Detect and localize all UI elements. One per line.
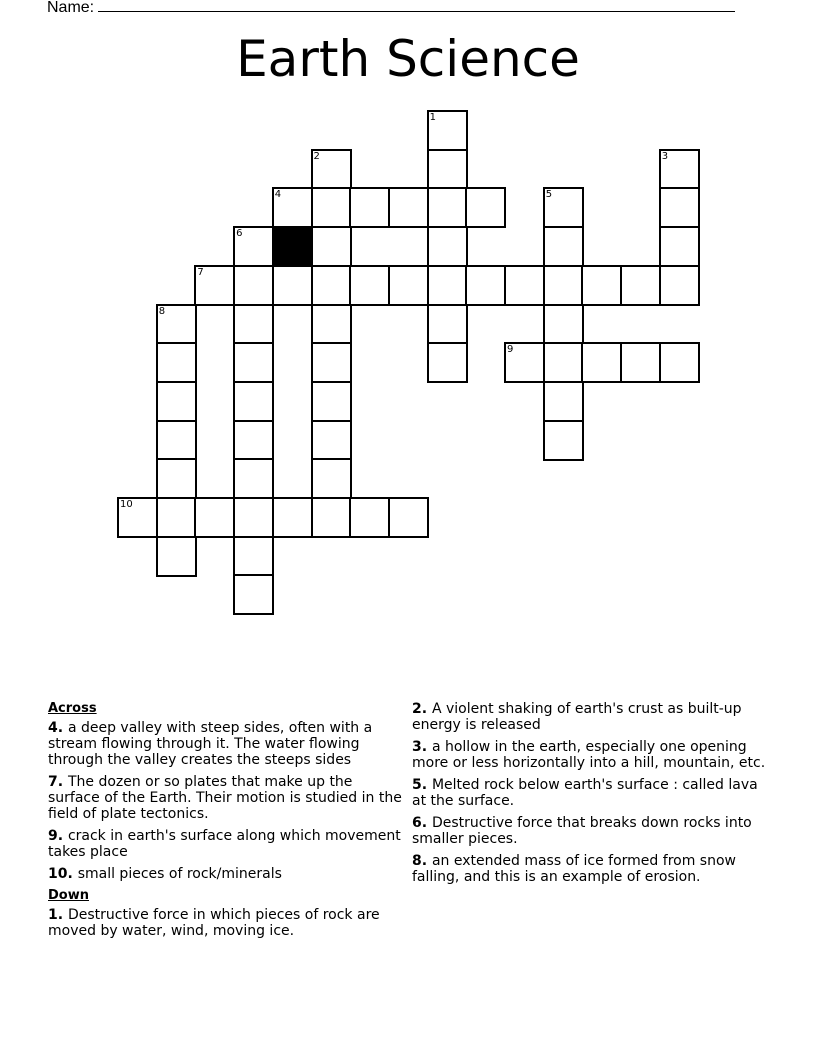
crossword-cell[interactable] — [233, 420, 274, 461]
crossword-cell[interactable] — [233, 458, 274, 499]
clues-column-right — [412, 701, 772, 891]
crossword-cell[interactable] — [194, 265, 235, 306]
crossword-cell[interactable] — [233, 342, 274, 383]
crossword-cell[interactable] — [504, 265, 545, 306]
crossword-cell[interactable] — [156, 342, 197, 383]
crossword-cell[interactable] — [311, 381, 352, 422]
clue-across-4: 4. a deep valley with steep sides, often with a stream flowing through it. The water flowing through the valley creates the steeps sides — [48, 720, 373, 768]
clue-down-5: 5. Melted rock below earth's surface : called lava at the surface. — [412, 777, 758, 809]
down-heading: Down — [48, 888, 89, 903]
crossword-cell[interactable] — [156, 458, 197, 499]
clue-across-7: 7. The dozen or so plates that make up the surface of the Earth. Their motion is studied in the field of plate tectonics. — [48, 774, 402, 822]
crossword-cell[interactable] — [427, 226, 468, 267]
crossword-cell[interactable] — [659, 342, 700, 383]
crossword-cell[interactable] — [427, 187, 468, 228]
crossword-cell[interactable] — [156, 304, 197, 345]
clue-number: 6 — [236, 228, 243, 240]
clue-down-8: 8. an extended mass of ice formed from snow falling, and this is an example of erosion. — [412, 853, 736, 885]
clue-number: 1 — [429, 112, 436, 123]
crossword-cell[interactable] — [427, 304, 468, 345]
clue-number: 7 — [197, 266, 204, 278]
clue-down-3: 3. a hollow in the earth, especially one opening more or less horizontally into a hill, mountain, etc. — [412, 739, 766, 771]
crossword-cell[interactable] — [233, 381, 274, 422]
crossword-cell[interactable] — [117, 497, 158, 538]
crossword-cell[interactable] — [233, 265, 274, 306]
clue-number: 4 — [274, 189, 282, 201]
crossword-cell[interactable] — [311, 265, 352, 306]
clue-across-10: 10. small pieces of rock/minerals — [48, 866, 282, 882]
name-label: Name: — [47, 0, 95, 16]
crossword-cell[interactable] — [620, 342, 661, 383]
crossword-cell[interactable] — [349, 265, 390, 306]
crossword-cell[interactable] — [349, 497, 390, 538]
crossword-cell[interactable] — [311, 497, 352, 538]
crossword-cell[interactable] — [465, 265, 506, 306]
clue-number: 8 — [158, 305, 166, 317]
crossword-cell[interactable] — [388, 187, 429, 228]
crossword-cell[interactable] — [311, 149, 352, 190]
crossword-cell[interactable] — [272, 497, 313, 538]
clue-number: 9 — [507, 344, 514, 356]
crossword-cell[interactable] — [659, 187, 700, 228]
crossword-cell[interactable] — [272, 187, 313, 228]
clue-down-2: 2. A violent shaking of earth's crust as built-up energy is released — [412, 701, 742, 733]
crossword-cell[interactable] — [233, 536, 274, 577]
crossword-cell[interactable] — [543, 187, 584, 228]
crossword-cell[interactable] — [659, 226, 700, 267]
crossword-cell[interactable] — [272, 265, 313, 306]
crossword-cell[interactable] — [465, 187, 506, 228]
crossword-cell[interactable] — [543, 304, 584, 345]
crossword-cell[interactable] — [156, 497, 197, 538]
clues-column-left — [48, 701, 408, 945]
crossword-cell[interactable] — [659, 149, 700, 190]
crossword-cell[interactable] — [543, 226, 584, 267]
crossword-cell[interactable] — [427, 149, 468, 190]
clue-number: 10 — [120, 499, 133, 510]
clue-down-1: 1. Destructive force in which pieces of rock are moved by water, wind, moving ice. — [48, 907, 380, 939]
clue-number: 5 — [545, 189, 553, 201]
crossword-cell[interactable] — [388, 497, 429, 538]
crossword-cell[interactable] — [427, 110, 468, 151]
crossword-cell[interactable] — [311, 458, 352, 499]
crossword-cell[interactable] — [543, 342, 584, 383]
page-title: Earth Science — [236, 30, 580, 88]
crossword-cell[interactable] — [156, 536, 197, 577]
crossword-cell[interactable] — [427, 342, 468, 383]
shaded-square — [272, 226, 313, 267]
clue-across-9: 9. crack in earth's surface along which movement takes place — [48, 828, 401, 860]
clue-down-6: 6. Destructive force that breaks down rocks into smaller pieces. — [412, 815, 752, 847]
crossword-cell[interactable] — [233, 574, 274, 615]
crossword-cell[interactable] — [311, 420, 352, 461]
crossword-cell[interactable] — [659, 265, 700, 306]
clue-number: 2 — [313, 150, 320, 162]
crossword-cell[interactable] — [311, 187, 352, 228]
across-heading: Across — [48, 701, 97, 716]
crossword-cell[interactable] — [311, 304, 352, 345]
crossword-cell[interactable] — [194, 497, 235, 538]
crossword-cell[interactable] — [156, 420, 197, 461]
crossword-cell[interactable] — [233, 497, 274, 538]
crossword-cell[interactable] — [504, 342, 545, 383]
crossword-cell[interactable] — [581, 342, 622, 383]
crossword-cell[interactable] — [543, 381, 584, 422]
crossword-cell[interactable] — [620, 265, 661, 306]
crossword-cell[interactable] — [543, 420, 584, 461]
crossword-cell[interactable] — [233, 226, 274, 267]
crossword-cell[interactable] — [311, 226, 352, 267]
clue-number: 3 — [661, 150, 669, 162]
crossword-cell[interactable] — [543, 265, 584, 306]
crossword-cell[interactable] — [581, 265, 622, 306]
crossword-cell[interactable] — [349, 187, 390, 228]
crossword-cell[interactable] — [311, 342, 352, 383]
crossword-cell[interactable] — [388, 265, 429, 306]
crossword-cell[interactable] — [233, 304, 274, 345]
crossword-cell[interactable] — [427, 265, 468, 306]
crossword-cell[interactable] — [156, 381, 197, 422]
